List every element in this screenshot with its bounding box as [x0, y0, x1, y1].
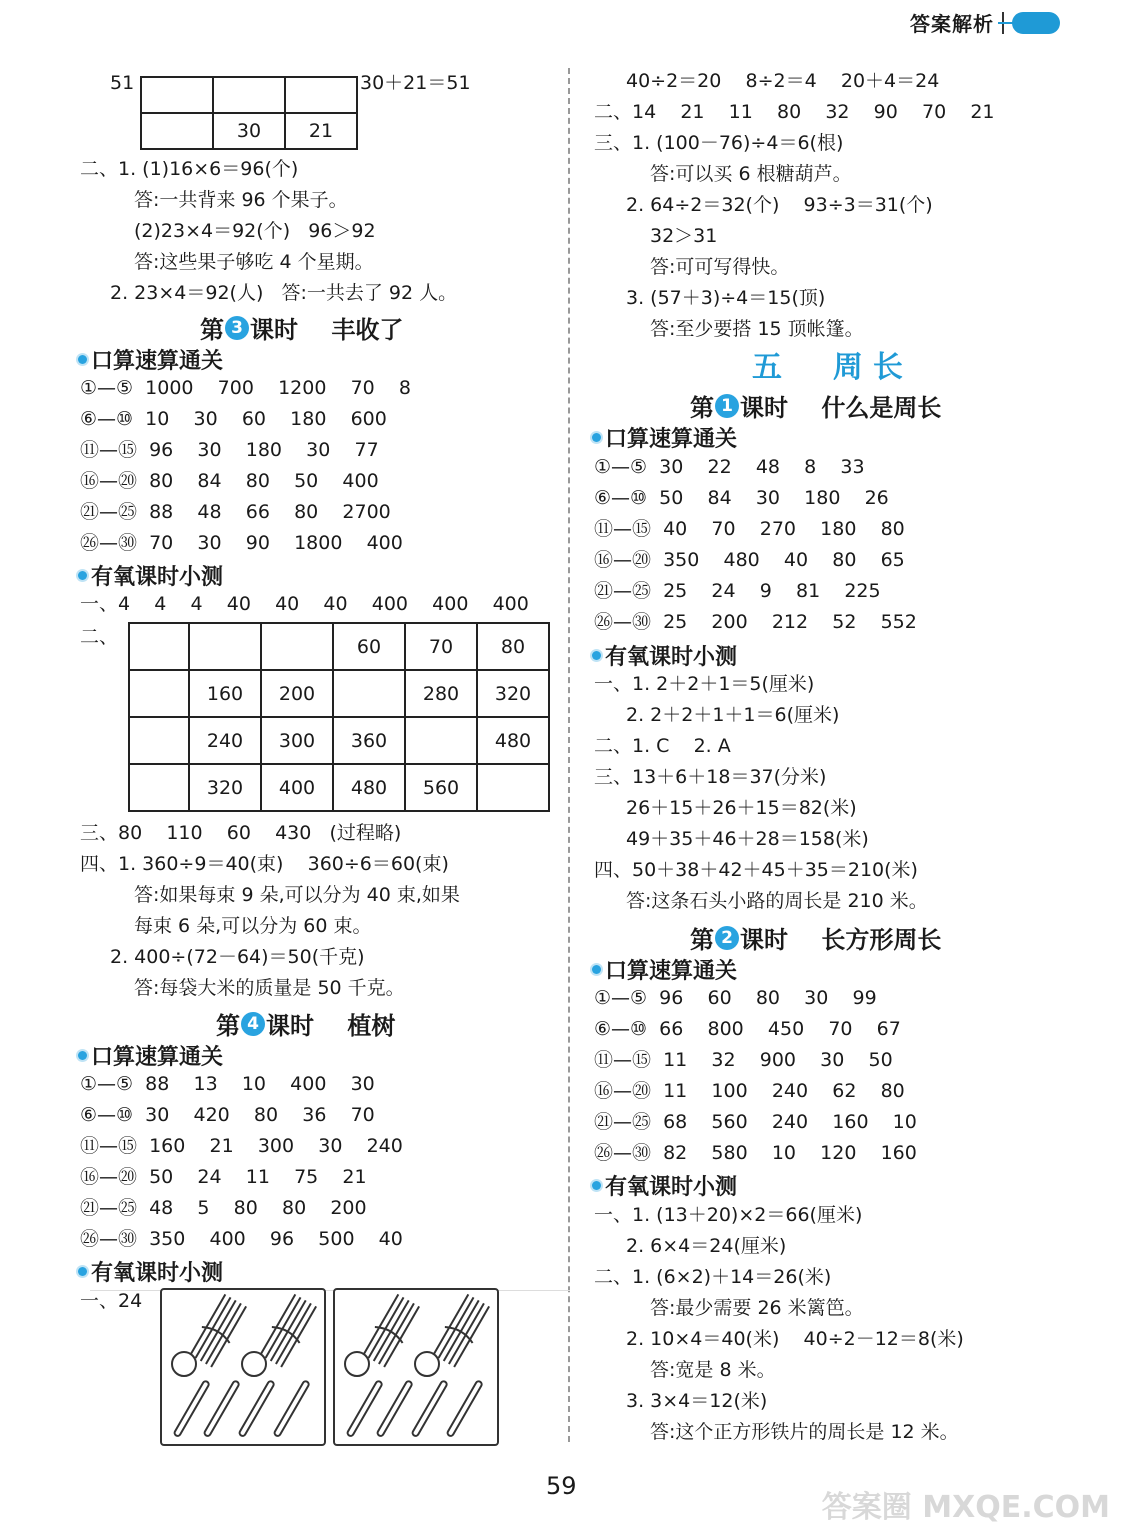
lesson-title: 课时 长方形周长	[740, 926, 942, 954]
bullet-icon	[592, 965, 601, 974]
answer-line: 3. (57＋3)÷4＝15(顶)	[626, 287, 826, 309]
section-title: 口算速算通关	[91, 1045, 224, 1070]
lesson-heading-1	[690, 388, 941, 423]
section-youyang	[78, 560, 223, 591]
answer-line: 2. 400÷(72－64)＝50(千克)	[110, 946, 365, 968]
answer-line: 二、14 21 11 80 32 90 70 21	[594, 101, 995, 123]
answer-line: 2. 23×4＝92(人) 答:一共去了 92 人。	[110, 282, 458, 304]
multiplication-grid	[128, 622, 550, 812]
lesson-heading-2	[690, 920, 941, 955]
bullet-icon	[78, 1267, 87, 1276]
kousuan-row: ⑪—⑮ 11 32 900 30 50	[594, 1049, 893, 1071]
answer-line: 一、1. (13＋20)×2＝66(厘米)	[594, 1204, 863, 1226]
section-kousuan	[592, 422, 737, 453]
bullet-icon	[78, 571, 87, 580]
answer-line: 答:宽是 8 米。	[650, 1359, 776, 1381]
kousuan-row: ⑯—⑳ 50 24 11 75 21	[80, 1166, 367, 1188]
table-cell	[141, 113, 213, 149]
watermark: 答案圈 MXQE.COM	[821, 1490, 1110, 1525]
section-title: 有氧课时小测	[605, 1175, 738, 1200]
answer-line: 3. 3×4＝12(米)	[626, 1390, 768, 1412]
grid-cell: 160	[189, 670, 261, 717]
kousuan-row: ㉖—㉚ 25 200 212 52 552	[594, 611, 917, 633]
lesson-number-badge: 4	[241, 1012, 265, 1036]
kousuan-row: ⑪—⑮ 40 70 270 180 80	[594, 518, 905, 540]
lesson-heading-3	[200, 310, 403, 345]
kousuan-row: ①—⑤ 30 22 48 8 33	[594, 456, 865, 478]
answer-line: 答:最少需要 26 米篱笆。	[650, 1297, 864, 1319]
grid-cell: 70	[405, 623, 477, 670]
grid-cell	[405, 717, 477, 764]
lesson-prefix: 第	[200, 316, 224, 344]
lesson-heading-4	[216, 1006, 395, 1041]
section-kousuan	[78, 344, 223, 375]
kousuan-row: ㉑—㉕ 88 48 66 80 2700	[80, 501, 391, 523]
stick-bundles-picture-1	[160, 1288, 326, 1446]
page-header	[910, 8, 1060, 37]
section-kousuan	[592, 954, 737, 985]
kousuan-row: ㉖—㉚ 350 400 96 500 40	[80, 1228, 403, 1250]
sticks-bundle-icon	[162, 1290, 324, 1444]
section-title: 有氧课时小测	[91, 565, 224, 590]
section-youyang	[592, 1170, 737, 1201]
kousuan-row: ①—⑤ 1000 700 1200 70 8	[80, 377, 412, 399]
answer-line: 答:可可写得快。	[650, 256, 790, 278]
answer-line: 三、80 110 60 430 (过程略)	[80, 822, 402, 844]
answer-line: 26＋15＋26＋15＝82(米)	[626, 797, 857, 819]
grid-cell: 60	[333, 623, 405, 670]
grid-cell	[189, 623, 261, 670]
answer-label: 二、	[80, 626, 119, 648]
grid-cell: 200	[261, 670, 333, 717]
answer-line: 2. 10×4＝40(米) 40÷2－12＝8(米)	[626, 1328, 964, 1350]
answer-line: 二、1. (1)16×6＝96(个)	[80, 158, 299, 180]
section-title: 口算速算通关	[605, 959, 738, 984]
answer-line: 二、1. C 2. A	[594, 735, 731, 757]
table-cell: 21	[285, 113, 357, 149]
answer-line: 2. 64÷2＝32(个) 93÷3＝31(个)	[626, 194, 933, 216]
answer-line: 32＞31	[650, 225, 718, 247]
table-cell	[141, 77, 213, 113]
section-title: 口算速算通关	[605, 427, 738, 452]
table-cell	[213, 77, 285, 113]
answer-line: 一、24	[80, 1290, 143, 1312]
kousuan-row: ㉖—㉚ 82 580 10 120 160	[594, 1142, 917, 1164]
answer-line: 一、4 4 4 40 40 40 400 400 400	[80, 593, 529, 615]
section-youyang	[78, 1256, 223, 1287]
kousuan-row: ⑪—⑮ 96 30 180 30 77	[80, 439, 379, 461]
answer-line: 三、1. (100－76)÷4＝6(根)	[594, 132, 844, 154]
kousuan-row: ㉑—㉕ 68 560 240 160 10	[594, 1111, 917, 1133]
grid-cell	[477, 764, 549, 811]
grid-cell	[129, 670, 189, 717]
section-youyang	[592, 640, 737, 671]
grid-cell	[129, 717, 189, 764]
lesson-number-badge: 1	[715, 394, 739, 418]
brand-logo-icon	[1012, 12, 1060, 34]
answer-line: 答:如果每束 9 朵,可以分为 40 束,如果	[134, 884, 460, 906]
kousuan-row: ⑥—⑩ 10 30 60 180 600	[80, 408, 387, 430]
answer-line: 答:这些果子够吃 4 个星期。	[134, 251, 374, 273]
lesson-title: 课时 植树	[266, 1012, 396, 1040]
grid-cell	[129, 764, 189, 811]
answer-line: 四、50＋38＋42＋45＋35＝210(米)	[594, 859, 918, 881]
kousuan-row: ㉑—㉕ 25 24 9 81 225	[594, 580, 881, 602]
grid-cell: 480	[477, 717, 549, 764]
kousuan-row: ㉖—㉚ 70 30 90 1800 400	[80, 532, 403, 554]
lesson-title: 课时 丰收了	[250, 316, 404, 344]
answer-line: (2)23×4＝92(个) 96＞92	[134, 220, 376, 242]
grid-cell	[261, 623, 333, 670]
grid-cell: 300	[261, 717, 333, 764]
answer-line: 答:每袋大米的质量是 50 千克。	[134, 977, 405, 999]
grid-cell: 360	[333, 717, 405, 764]
answer-line: 2. 2＋2＋1＋1＝6(厘米)	[626, 704, 840, 726]
column-divider	[568, 68, 570, 1442]
grid-cell: 480	[333, 764, 405, 811]
answer-line: 40÷2＝20 8÷2＝4 20＋4＝24	[626, 70, 940, 92]
lesson-prefix: 第	[690, 394, 714, 422]
answer-line: 答:至少要搭 15 顶帐篷。	[650, 318, 864, 340]
answer-line: 答:可以买 6 根糖葫芦。	[650, 163, 852, 185]
sticks-bundle-icon	[335, 1290, 497, 1444]
kousuan-row: ①—⑤ 96 60 80 30 99	[594, 987, 877, 1009]
section-title: 口算速算通关	[91, 349, 224, 374]
kousuan-row: ⑥—⑩ 66 800 450 70 67	[594, 1018, 901, 1040]
grid-cell: 560	[405, 764, 477, 811]
lesson-number-badge: 2	[715, 926, 739, 950]
section-kousuan	[78, 1040, 223, 1071]
kousuan-row: ⑥—⑩ 30 420 80 36 70	[80, 1104, 375, 1126]
kousuan-row: ⑯—⑳ 350 480 40 80 65	[594, 549, 905, 571]
grid-cell: 400	[261, 764, 333, 811]
answer-line: 答:这条石头小路的周长是 210 米。	[626, 890, 928, 912]
bullet-icon	[592, 433, 601, 442]
header-title: 答案解析	[910, 12, 994, 36]
grid-cell: 80	[477, 623, 549, 670]
kousuan-row: ⑪—⑮ 160 21 300 30 240	[80, 1135, 403, 1157]
answer-line: 49＋35＋46＋28＝158(米)	[626, 828, 869, 850]
kousuan-row: ①—⑤ 88 13 10 400 30	[80, 1073, 375, 1095]
table-cell	[285, 77, 357, 113]
grid-cell: 240	[189, 717, 261, 764]
answer-line: 三、13＋6＋18＝37(分米)	[594, 766, 827, 788]
bullet-icon	[592, 1181, 601, 1190]
answer-line: 每束 6 朵,可以分为 60 束。	[134, 915, 372, 937]
kousuan-row: ㉑—㉕ 48 5 80 80 200	[80, 1197, 367, 1219]
grid-cell	[333, 670, 405, 717]
section-title: 有氧课时小测	[91, 1261, 224, 1286]
grid-cell: 320	[189, 764, 261, 811]
answer-line: 2. 6×4＝24(厘米)	[626, 1235, 787, 1257]
lesson-prefix: 第	[690, 926, 714, 954]
bullet-icon	[78, 1051, 87, 1060]
answer-line: 二、1. (6×2)＋14＝26(米)	[594, 1266, 832, 1288]
section-title: 有氧课时小测	[605, 645, 738, 670]
kousuan-row: ⑯—⑳ 80 84 80 50 400	[80, 470, 379, 492]
table-cell: 30	[213, 113, 285, 149]
stick-bundles-picture-2	[333, 1288, 499, 1446]
grid-cell: 320	[477, 670, 549, 717]
grid-cell	[129, 623, 189, 670]
page-number: 59	[546, 1472, 577, 1500]
lesson-title: 课时 什么是周长	[740, 394, 942, 422]
table-right-label: 30＋21＝51	[360, 72, 471, 94]
answer-line: 一、1. 2＋2＋1＝5(厘米)	[594, 673, 815, 695]
table-left-label: 51	[110, 72, 135, 94]
lesson-prefix: 第	[216, 1012, 240, 1040]
answer-line: 答:这个正方形铁片的周长是 12 米。	[650, 1421, 959, 1443]
bullet-icon	[78, 355, 87, 364]
grid-cell: 280	[405, 670, 477, 717]
lesson-number-badge: 3	[225, 316, 249, 340]
kousuan-row: ⑯—⑳ 11 100 240 62 80	[594, 1080, 905, 1102]
top-answer-table	[140, 76, 358, 150]
bullet-icon	[592, 651, 601, 660]
unit-title: 五 周长	[752, 350, 913, 385]
kousuan-row: ⑥—⑩ 50 84 30 180 26	[594, 487, 889, 509]
answer-line: 四、1. 360÷9＝40(束) 360÷6＝60(束)	[80, 853, 449, 875]
answer-line: 答:一共背来 96 个果子。	[134, 189, 348, 211]
